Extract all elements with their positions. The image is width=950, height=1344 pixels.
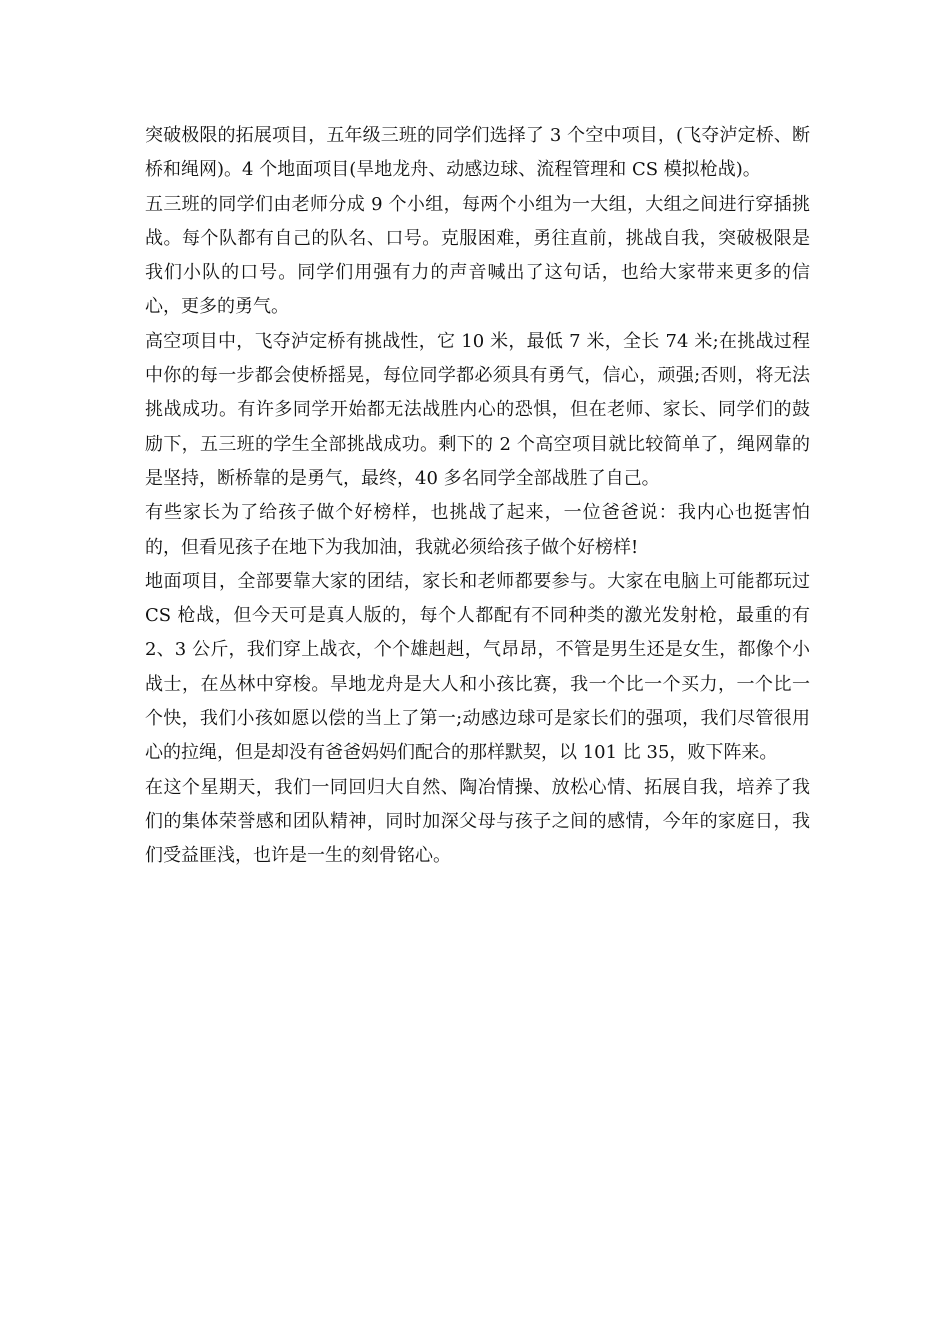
paragraph-6: 在这个星期天，我们一同回归大自然、陶冶情操、放松心情、拓展自我，培养了我们的集体荣誉感和团队精神，同时加深父母与孩子之间的感情，今年的家庭日，我们受益匪浅，也许是一生的刻骨铭心。 [145, 776, 810, 867]
paragraph-5: 地面项目，全部要靠大家的团结，家长和老师都要参与。大家在电脑上可能都玩过 CS 枪战，但今天可是真人版的，每个人都配有不同种类的激光发射枪，最重的有 2、3 公斤，我们穿上战衣，个个雄赳赳，气昂昂，不管是男生还是女生，都像个小战士，在丛林中穿梭。旱地龙舟是大人和小孩比赛，我一个比一个买力，一个比一个快，我们小孩如愿以偿的当上了第一;动感边球可是家长们的强项，我们尽管很用心的拉绳，但是却没有爸爸妈妈们配合的那样默契，以 101 比 35，败下阵来。 [145, 570, 810, 764]
document-body [145, 119, 810, 874]
paragraph-2: 五三班的同学们由老师分成 9 个小组，每两个小组为一大组，大组之间进行穿插挑战。每个队都有自己的队名、口号。克服困难，勇往直前，挑战自我，突破极限是我们小队的口号。同学们用强有力的声音喊出了这句话，也给大家带来更多的信心，更多的勇气。 [145, 193, 810, 318]
paragraph-1: 突破极限的拓展项目，五年级三班的同学们选择了 3 个空中项目，(飞夺泸定桥、断桥和绳网)。4 个地面项目(旱地龙舟、动感边球、流程管理和 CS 模拟枪战)。 [145, 125, 810, 181]
paragraph-3: 高空项目中，飞夺泸定桥有挑战性，它 10 米，最低 7 米，全长 74 米;在挑战过程中你的每一步都会使桥摇晃，每位同学都必须具有勇气，信心，顽强;否则，将无法挑战成功。有许多同学开始都无法战胜内心的恐惧，但在老师、家长、同学们的鼓励下，五三班的学生全部挑战成功。剩下的 2 个高空项目就比较简单了，绳网靠的是坚持，断桥靠的是勇气，最终，40 多名同学全部战胜了自己。 [145, 330, 810, 489]
paragraph-4: 有些家长为了给孩子做个好榜样，也挑战了起来，一位爸爸说：我内心也挺害怕的，但看见孩子在地下为我加油，我就必须给孩子做个好榜样! [145, 502, 810, 558]
